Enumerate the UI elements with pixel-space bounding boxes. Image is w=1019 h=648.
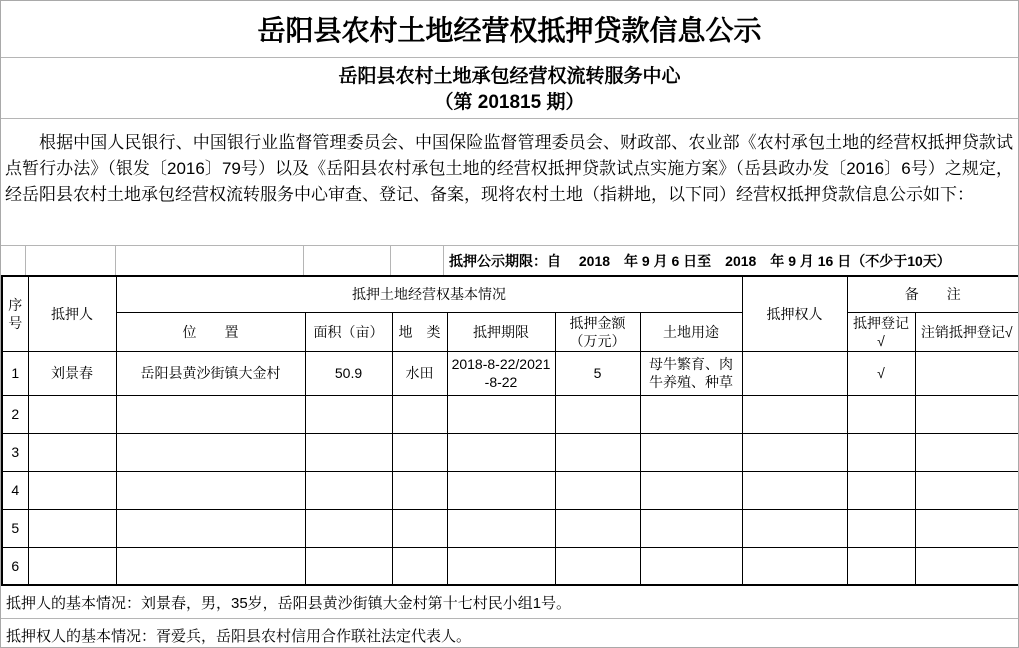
- cell-deregistered-check: [915, 351, 1019, 395]
- cell-seq: 3: [2, 433, 28, 471]
- cell-term: [447, 471, 555, 509]
- cell-term: [447, 433, 555, 471]
- cell-mortgagee: [742, 433, 847, 471]
- cell-term: [447, 509, 555, 547]
- cell-seq: 2: [2, 395, 28, 433]
- cell-land-class: [392, 509, 447, 547]
- cell-amount: [555, 471, 640, 509]
- cell-mortgagor: 刘景春: [28, 351, 116, 395]
- cell-amount: [555, 433, 640, 471]
- cell-location: [116, 509, 305, 547]
- grid-cell-empty: [304, 246, 391, 275]
- cell-seq: 5: [2, 509, 28, 547]
- cell-seq: 6: [2, 547, 28, 585]
- subtitle-block: [1, 58, 1018, 119]
- header-registered: 抵押登记√: [847, 312, 915, 351]
- cell-area: [305, 433, 392, 471]
- cell-land-use: 母牛繁育、肉牛养殖、种草: [640, 351, 742, 395]
- cell-amount: 5: [555, 351, 640, 395]
- cell-land-class: [392, 433, 447, 471]
- page-title: 岳阳县农村土地经营权抵押贷款信息公示: [1, 1, 1018, 58]
- header-land-use: 土地用途: [640, 312, 742, 351]
- cell-amount: [555, 509, 640, 547]
- intro-paragraph: 根据中国人民银行、中国银行业监督管理委员会、中国保险监督管理委员会、财政部、农业部《农村承包土地的经营权抵押贷款试点暂行办法》（银发〔2016〕79号）以及《岳阳县农村承包土地的经营权抵押贷款试点实施方案》（岳县政办发〔2016〕6号）之规定，经岳阳县农村土地承包经营权流转服务中心审查、登记、备案，现将农村土地（指耕地，以下同）经营权抵押贷款信息公示如下：: [1, 119, 1018, 246]
- cell-registered-check: [847, 509, 915, 547]
- cell-registered-check: √: [847, 351, 915, 395]
- cell-term: [447, 547, 555, 585]
- table-row: [2, 547, 1019, 585]
- loan-info-table: [1, 275, 1019, 586]
- cell-mortgagee: [742, 395, 847, 433]
- cell-mortgagor: [28, 509, 116, 547]
- grid-cell-empty: [1, 246, 26, 275]
- header-amount: 抵押金额（万元）: [555, 312, 640, 351]
- grid-cell-empty: [116, 246, 304, 275]
- cell-seq: 1: [2, 351, 28, 395]
- cell-registered-check: [847, 395, 915, 433]
- cell-deregistered-check: [915, 509, 1019, 547]
- cell-mortgagor: [28, 395, 116, 433]
- cell-land-class: [392, 547, 447, 585]
- cell-area: 50.9: [305, 351, 392, 395]
- cell-mortgagee: [742, 351, 847, 395]
- header-location: 位 置: [116, 312, 305, 351]
- cell-area: [305, 471, 392, 509]
- header-mortgagor: 抵押人: [28, 276, 116, 351]
- cell-land-use: [640, 395, 742, 433]
- issuing-center-name: 岳阳县农村土地承包经营权流转服务中心: [338, 66, 681, 87]
- cell-deregistered-check: [915, 395, 1019, 433]
- note-mortgagee-info: 抵押权人的基本情况：胥爱兵，岳阳县农村信用合作联社法定代表人。: [6, 628, 472, 645]
- cell-mortgagor: [28, 547, 116, 585]
- cell-location: [116, 547, 305, 585]
- note-mortgagor-info: 抵押人的基本情况：刘景春，男，35岁，岳阳县黄沙街镇大金村第十七村民小组1号。: [1, 586, 1018, 619]
- cell-amount: [555, 395, 640, 433]
- header-mortgagee: 抵押权人: [742, 276, 847, 351]
- cell-deregistered-check: [915, 433, 1019, 471]
- header-seq: 序号: [2, 276, 28, 351]
- publicity-period-label: 抵押公示期限：自 2018 年 9 月 6 日至 2018 年 9 月 16 日（不少于10天）: [449, 252, 951, 269]
- cell-land-use: [640, 547, 742, 585]
- cell-land-class: [392, 395, 447, 433]
- cell-deregistered-check: [915, 547, 1019, 585]
- cell-registered-check: [847, 547, 915, 585]
- cell-location: [116, 471, 305, 509]
- cell-location: [116, 395, 305, 433]
- grid-cell-empty: [391, 246, 444, 275]
- table-row: [2, 395, 1019, 433]
- cell-amount: [555, 547, 640, 585]
- header-term: 抵押期限: [447, 312, 555, 351]
- cell-deregistered-check: [915, 471, 1019, 509]
- cell-mortgagee: [742, 509, 847, 547]
- header-area: 面积（亩）: [305, 312, 392, 351]
- table-row: [2, 433, 1019, 471]
- cell-land-use: [640, 433, 742, 471]
- cell-seq: 4: [2, 471, 28, 509]
- cell-land-class: [392, 471, 447, 509]
- table-row: [2, 509, 1019, 547]
- cell-land-use: [640, 509, 742, 547]
- cell-land-class: 水田: [392, 351, 447, 395]
- cell-location: [116, 433, 305, 471]
- cell-mortgagor: [28, 471, 116, 509]
- cell-registered-check: [847, 471, 915, 509]
- table-row: [2, 471, 1019, 509]
- cell-mortgagee: [742, 547, 847, 585]
- table-row: [2, 351, 1019, 395]
- cell-land-use: [640, 471, 742, 509]
- publicity-period-row: [1, 246, 1018, 275]
- issue-number: （第 201815 期）: [434, 92, 585, 113]
- header-deregistered: 注销抵押登记√: [915, 312, 1019, 351]
- cell-mortgagor: [28, 433, 116, 471]
- cell-term: [447, 395, 555, 433]
- cell-mortgagee: [742, 471, 847, 509]
- header-land-class: 地 类: [392, 312, 447, 351]
- cell-area: [305, 395, 392, 433]
- header-basic-info: 抵押土地经营权基本情况: [116, 276, 742, 312]
- cell-registered-check: [847, 433, 915, 471]
- cell-area: [305, 509, 392, 547]
- cell-area: [305, 547, 392, 585]
- cell-location: 岳阳县黄沙街镇大金村: [116, 351, 305, 395]
- header-remark: 备 注: [847, 276, 1019, 312]
- grid-cell-empty: [26, 246, 116, 275]
- cell-term: 2018-8-22/2021-8-22: [447, 351, 555, 395]
